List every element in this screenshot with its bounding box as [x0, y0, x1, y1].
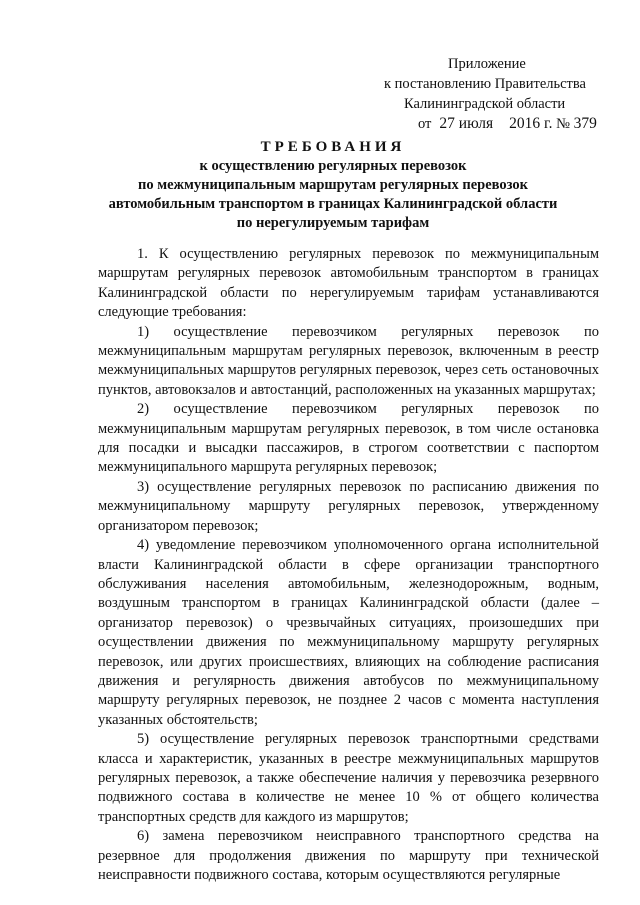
appendix-number: 379: [573, 115, 597, 132]
appendix-line-2: к постановлению Правительства: [384, 76, 586, 92]
document-title: [90, 138, 576, 233]
paragraph-item-6: 6) замена перевозчиком неисправного транспортного средства на резервное для продолжения движения по маршруту при технической неисправности подвижного состава, которым осуществляются регулярные: [98, 828, 599, 883]
document-body: [98, 245, 599, 885]
paragraph-1: 1. К осуществлению регулярных перевозок по межмуниципальным маршрутам регулярных перевозок автомобильным транспортом в границах Калининградской области по нерегулируемым тарифам устанавливаются следующие требования:: [98, 246, 599, 321]
paragraph-item-2: 2) осуществление перевозчиком регулярных перевозок по межмуниципальным маршрутам регулярных перевозок, в том числе остановка для посадки и высадки пассажиров, в строгом соответствии с паспортом межмуниципального маршрута регулярных перевозок;: [98, 401, 599, 476]
title-heading: ТРЕБОВАНИЯ: [260, 139, 406, 155]
appendix-date-line: [382, 114, 622, 134]
paragraph-item-4: 4) уведомление перевозчиком уполномоченного органа исполнительной власти Калининградской области в сфере организации транспортного обслуживания населения автомобильным, железнодорожным, водным, воздушным транспортом в границах Калининградской области (далее – организатор перевозок) о чрезвычайных ситуациях, произошедших при осуществлении движения по межмуниципальному маршруту регулярных перевозок, или других происшествиях, влияющих на соблюдение расписания движения и регулярность движения автобусов по межмуниципальному маршруту регулярных перевозок, не позднее 2 часов с момента наступления указанных обстоятельств;: [98, 537, 599, 728]
appendix-line-3: Калининградской области: [404, 96, 566, 112]
appendix-date: 27 июля: [439, 115, 494, 132]
appendix-line-1: Приложение: [448, 56, 526, 72]
appendix-header: [382, 54, 622, 134]
title-line-1: к осуществлению регулярных перевозок: [199, 158, 467, 174]
appendix-year: 2016 г.: [509, 115, 553, 132]
paragraph-item-5: 5) осуществление регулярных перевозок транспортными средствами класса и характеристик, указанных в реестре межмуниципальных маршрутов регулярных перевозок, а также обеспечение наличия у перевозчика резервного подвижного состава в количестве не менее 10 % от общего количества транспортных средств для каждого из маршрутов;: [98, 731, 599, 825]
appendix-number-label: №: [556, 116, 570, 132]
title-line-3: автомобильным транспортом в границах Калининградской области: [108, 196, 558, 212]
title-line-2: по межмуниципальным маршрутам регулярных перевозок: [137, 177, 528, 193]
paragraph-item-3: 3) осуществление регулярных перевозок по расписанию движения по межмуниципальному маршруту регулярных перевозок, утвержденному организатором перевозок;: [98, 478, 599, 534]
title-line-4: по нерегулируемым тарифам: [236, 215, 430, 231]
appendix-from-label: от: [418, 116, 432, 132]
paragraph-item-1: 1) осуществление перевозчиком регулярных перевозок по межмуниципальным маршрутам регулярных перевозок, включенным в реестр межмуниципальных маршрутов регулярных перевозок, через сеть остановочных пунктов, автовокзалов и автостанций, расположенных на указанных маршрутах;: [98, 323, 599, 398]
